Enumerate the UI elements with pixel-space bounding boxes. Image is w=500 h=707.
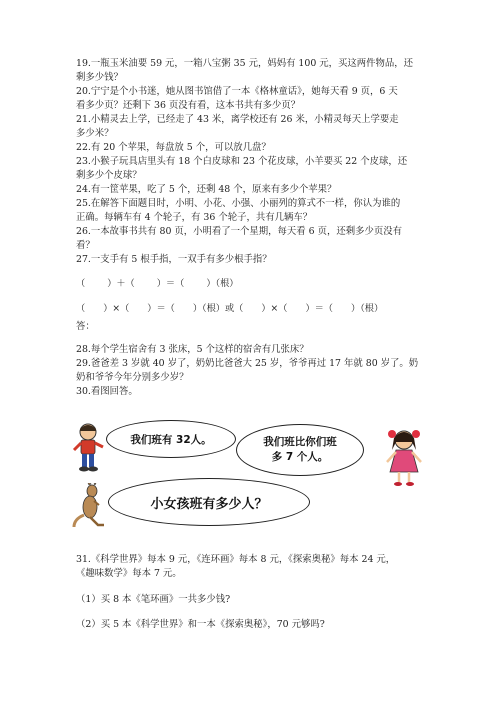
bubble-left-text: 我们班有 32人。: [130, 433, 212, 446]
question-21-line1: 21.小精灵去上学，已经走了 43 米，离学校还有 26 米，小精灵每天上学要走: [76, 114, 399, 125]
question-26-line1: 26.一本故事书共有 80 页，小明看了一个星期，每天看 6 页，还剩多少页没有: [76, 226, 402, 237]
question-23: [76, 155, 436, 183]
question-25-line1: 25.在解答下面题目时，小明、小花、小强、小丽列的算式不一样，你认为谁的: [76, 198, 401, 209]
question-26: [76, 225, 436, 253]
question-29: [76, 357, 436, 385]
question-20: [76, 85, 436, 113]
fill-add-part: ）＝（: [156, 278, 185, 289]
fill-add-part: ）＋（: [107, 278, 135, 289]
fill-mul-part: ）（根）: [351, 303, 384, 314]
question-19-line1: 19.一瓶玉米油要 59 元，一箱八宝粥 35 元，妈妈有 100 元，买这两件物品，还: [76, 58, 414, 69]
question-23-line2: 剩多少个皮球？: [76, 170, 142, 182]
speech-bubble-left: [106, 420, 236, 458]
question-25: [76, 197, 436, 225]
fill-mul-part: ）×（: [261, 303, 288, 314]
fill-mul-part: ）×（: [103, 303, 130, 314]
question-22-line1: 22.有 20 个苹果，每盘放 5 个，可以放几盘？: [76, 142, 271, 153]
fill-mul-part: ）（根）或（: [192, 303, 244, 314]
question-21-line2: 多少米？: [76, 128, 114, 140]
question-26-line2: 看？: [76, 240, 95, 252]
speech-bubble-right: [236, 424, 364, 476]
question-31-line2: 《趣味数学》每本 7 元。: [76, 568, 182, 580]
question-27: [76, 253, 436, 267]
question-24: [76, 183, 436, 197]
question-21: [76, 113, 436, 141]
question-29-line1: 29.爸爸差 3 岁就 40 岁了，奶奶比爸爸大 25 岁，爷爷再过 17 年就 80 岁了。奶: [76, 358, 419, 369]
question-20-line2: 看多少页？还剩下 36 页没有看，这本书共有多少页？: [76, 100, 301, 112]
question-31: [76, 553, 436, 581]
bubble-right-line1: 我们班比你们班: [263, 436, 337, 448]
fill-add-part: ）（根）: [206, 278, 239, 289]
question-25-line2: 正确。每辆车有 4 个轮子，有 36 个轮子，共有几辆车？: [76, 212, 313, 224]
speech-bubble-bottom: [108, 478, 310, 526]
question-19-line2: 剩多少钱？: [76, 72, 123, 84]
kangaroo-illustration: [72, 483, 106, 529]
bubble-bottom-text: 小女孩班有多少人？: [150, 496, 268, 512]
fill-in-addition: [76, 275, 238, 289]
question-19: [76, 57, 436, 85]
question-29-line2: 奶和爷爷今年分别多少岁？: [76, 372, 189, 384]
fill-mul-part: ）＝（: [305, 303, 333, 314]
question-20-line1: 20.宁宁是个小书迷，她从图书馆借了一本《格林童话》，她每天看 9 页，6 天: [76, 86, 398, 97]
fill-add-part: （: [76, 278, 86, 289]
question-31-sub2: （2）买 5 本《科学世界》和一本《探索奥秘》，70 元够吗?: [76, 619, 325, 630]
fill-mul-part: （: [76, 303, 86, 314]
bubble-right-line2: 多 7 个人。: [271, 451, 329, 463]
question-28: 28.每个学生宿舍有 3 张床，5 个这样的宿舍有几张床？: [76, 344, 309, 355]
question-23-line1: 23.小猴子玩具店里头有 18 个白皮球和 23 个花皮球，小羊要买 22 个皮球，还: [76, 156, 408, 167]
question-31-sub1: （1）买 8 本《笔环画》一共多少钱?: [76, 594, 231, 605]
question-24-line1: 24.有一筐苹果，吃了 5 个，还剩 48 个，原来有多少个苹果？: [76, 184, 337, 195]
question-30: 30.看图回答。: [76, 386, 138, 397]
question-22: [76, 141, 436, 155]
girl-illustration: [382, 428, 426, 488]
fill-mul-part: ）＝（: [147, 303, 175, 314]
question-27-line1: 27.一支手有 5 根手指，一双手有多少根手指？: [76, 254, 272, 265]
question-31-line1: 31.《科学世界》每本 9 元，《连环画》每本 8 元，《探索奥秘》每本 24 元，: [76, 554, 396, 565]
fill-in-multiplication: [76, 300, 383, 314]
answer-label: 答：: [76, 321, 95, 332]
boy-illustration: [72, 422, 106, 474]
